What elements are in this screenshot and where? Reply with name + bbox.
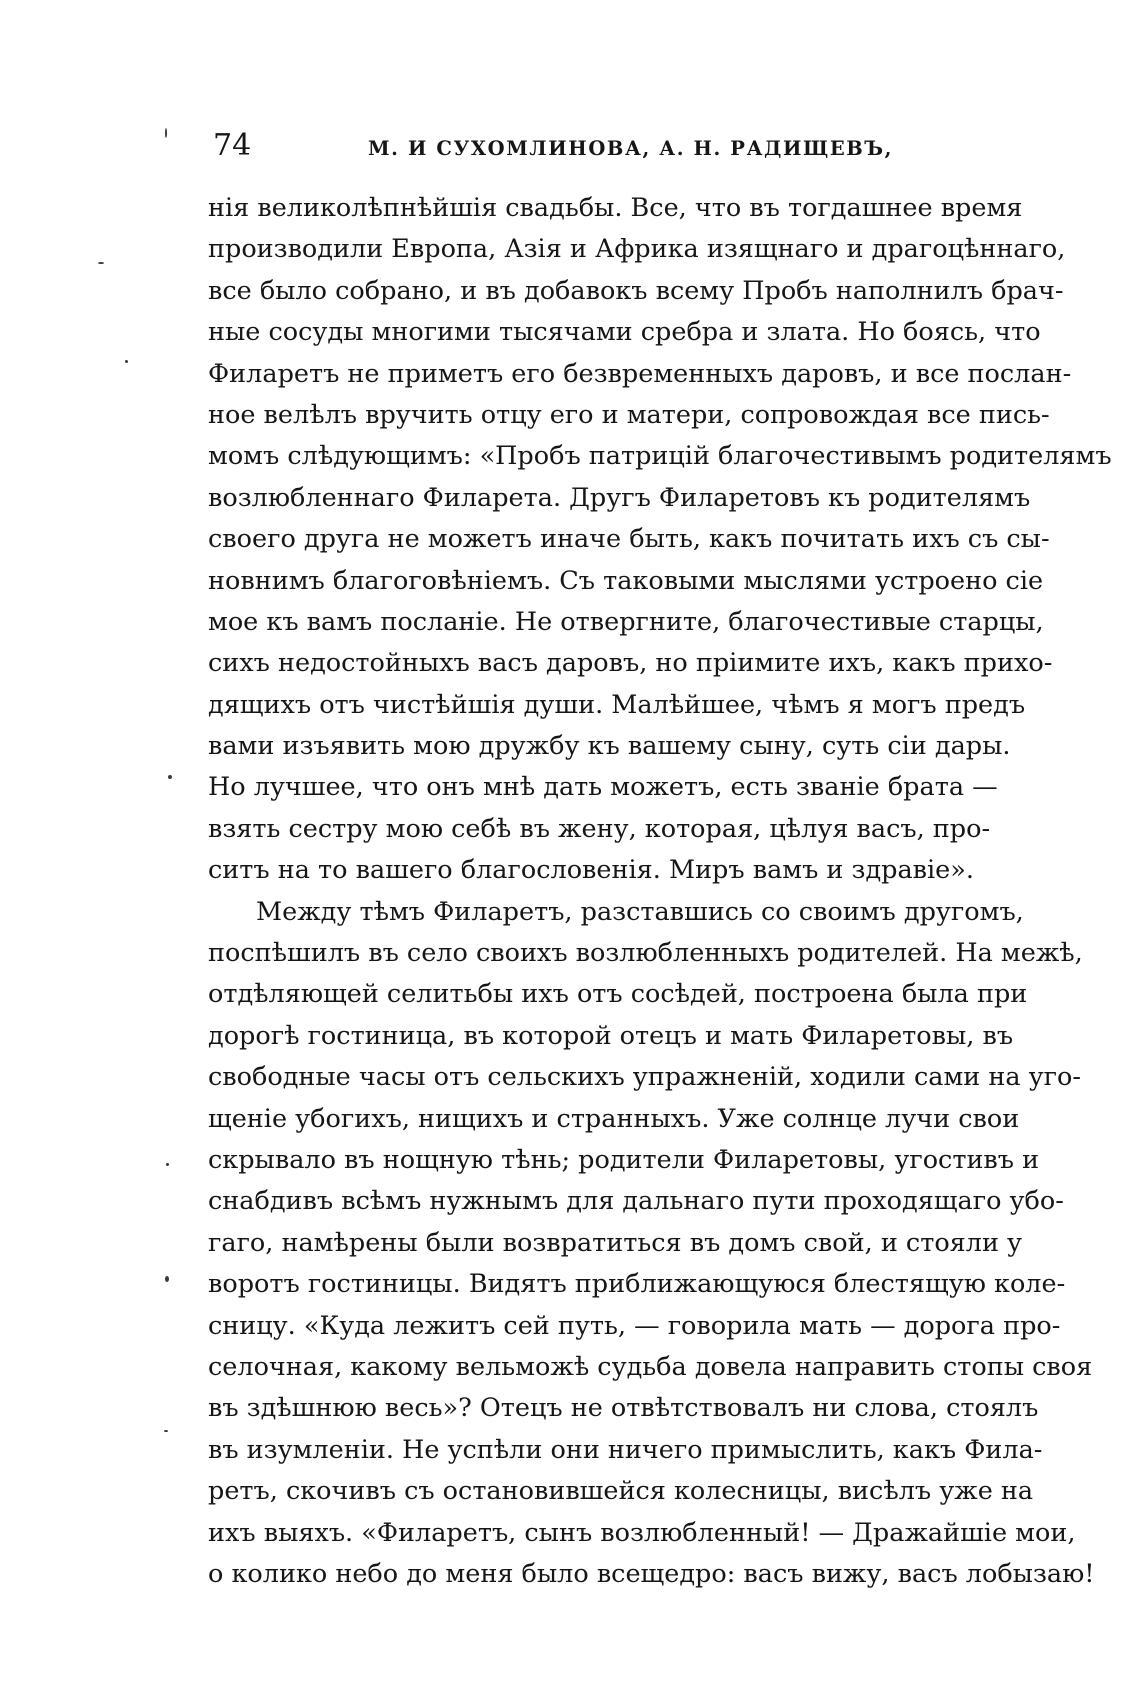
scan-speck <box>168 775 172 779</box>
text-line: свободные часы отъ сельскихъ упражненій, ходили сами на уго- <box>208 1062 1082 1093</box>
text-line: все было собрано, и въ добавокъ всему Пробъ наполнилъ брач- <box>208 275 1064 306</box>
text-line: дорогѣ гостиница, въ которой отецъ и мать Филаретовы, въ <box>208 1020 1014 1051</box>
text-line: воротъ гостиницы. Видятъ приближающуюся блестящую коле- <box>208 1269 1066 1300</box>
text-line: снабдивъ всѣмъ нужнымъ для дальнаго пути проходящаго убо- <box>208 1186 1064 1217</box>
text-line: взять сестру мою себѣ въ жену, которая, цѣлуя васъ, про- <box>208 813 991 844</box>
text-line: производили Европа, Азія и Африка изящнаго и драгоцѣннаго, <box>208 234 1066 265</box>
text-line: дящихъ отъ чистѣйшія души. Малѣйшее, чѣмъ я могъ предъ <box>208 689 1026 720</box>
text-line: селочная, какому вельможѣ судьба довела направить стопы своя <box>208 1351 1093 1382</box>
text-line: своего друга не можетъ иначе быть, какъ почитать ихъ съ сы- <box>208 524 1050 555</box>
text-line: ное велѣлъ вручить отцу его и матери, сопровождая все пись- <box>208 399 1050 430</box>
running-title: М. И СУХОМЛИНОВА, А. Н. РАДИЩЕВЪ, <box>368 137 894 160</box>
scan-speck <box>164 1430 168 1432</box>
text-line: сницу. «Куда лежитъ сей путь, — говорила мать — дорога про- <box>208 1310 1061 1341</box>
running-head <box>213 128 894 168</box>
text-line: о колико небо до меня было всещедро: васъ вижу, васъ лобызаю! <box>208 1558 1095 1589</box>
text-line: Но лучшее, что онъ мнѣ дать можетъ, есть званіе брата — <box>208 772 998 803</box>
text-line: нія великолѣпнѣйшія свадьбы. Все, что въ тогдашнее время <box>208 193 1023 223</box>
text-line: возлюбленнаго Филарета. Другъ Филаретовъ къ родителямъ <box>208 482 1031 513</box>
text-line: вами изъявить мою дружбу къ вашему сыну, суть сіи дары. <box>208 731 1011 762</box>
page-number: 74 <box>213 128 252 163</box>
text-line: сихъ недостойныхъ васъ даровъ, но пріимите ихъ, какъ прихо- <box>208 648 1053 679</box>
text-line: въ здѣшнюю весь»? Отецъ не отвѣтствовалъ ни слова, стоялъ <box>208 1393 1039 1424</box>
text-line: отдѣляющей селитьбы ихъ отъ сосѣдей, построена была при <box>208 979 1028 1010</box>
scan-speck <box>165 128 167 138</box>
text-line: ные сосуды многими тысячами сребра и злата. Но боясь, что <box>208 317 1041 348</box>
text-line: момъ слѣдующимъ: «Пробъ патрицій благочестивымъ родителямъ <box>208 441 1112 472</box>
paragraph-2 <box>208 892 1095 1596</box>
scan-speck <box>165 1276 169 1282</box>
text-line: ситъ на то вашего благословенія. Миръ вамъ и здравіе». <box>208 855 974 886</box>
text-line: Между тѣмъ Филаретъ, разставшись со своимъ другомъ, <box>256 896 1024 927</box>
paragraph-1 <box>208 188 1112 892</box>
text-line: скрывало въ нощную тѣнь; родители Филаретовы, угостивъ и <box>208 1144 1040 1175</box>
scan-speck <box>166 1163 169 1166</box>
text-line: мое къ вамъ посланіе. Не отвергните, благочестивые старцы, <box>208 606 1044 637</box>
text-line: гаго, намѣрены были возвратиться въ домъ свой, и стояли у <box>208 1227 1023 1258</box>
text-line: поспѣшилъ въ село своихъ возлюбленныхъ родителей. На межѣ, <box>208 938 1083 969</box>
text-line: въ изумленіи. Не успѣли они ничего примыслить, какъ Фила- <box>208 1434 1043 1465</box>
text-line: новнимъ благоговѣніемъ. Съ таковыми мыслями устроено сіе <box>208 565 1044 596</box>
text-line: ретъ, скочивъ съ остановившейся колесницы, висѣлъ уже на <box>208 1476 1034 1507</box>
scan-speck <box>98 262 104 264</box>
text-line: ихъ выяхъ. «Филаретъ, сынъ возлюбленный! — Дражайшіе мои, <box>208 1517 1076 1548</box>
scan-speck <box>125 360 128 363</box>
text-line: Филаретъ не приметъ его безвременныхъ даровъ, и все послан- <box>208 358 1072 389</box>
text-line: щеніе убогихъ, нищихъ и странныхъ. Уже солнце лучи свои <box>208 1103 1020 1134</box>
body-text <box>208 188 1112 1595</box>
